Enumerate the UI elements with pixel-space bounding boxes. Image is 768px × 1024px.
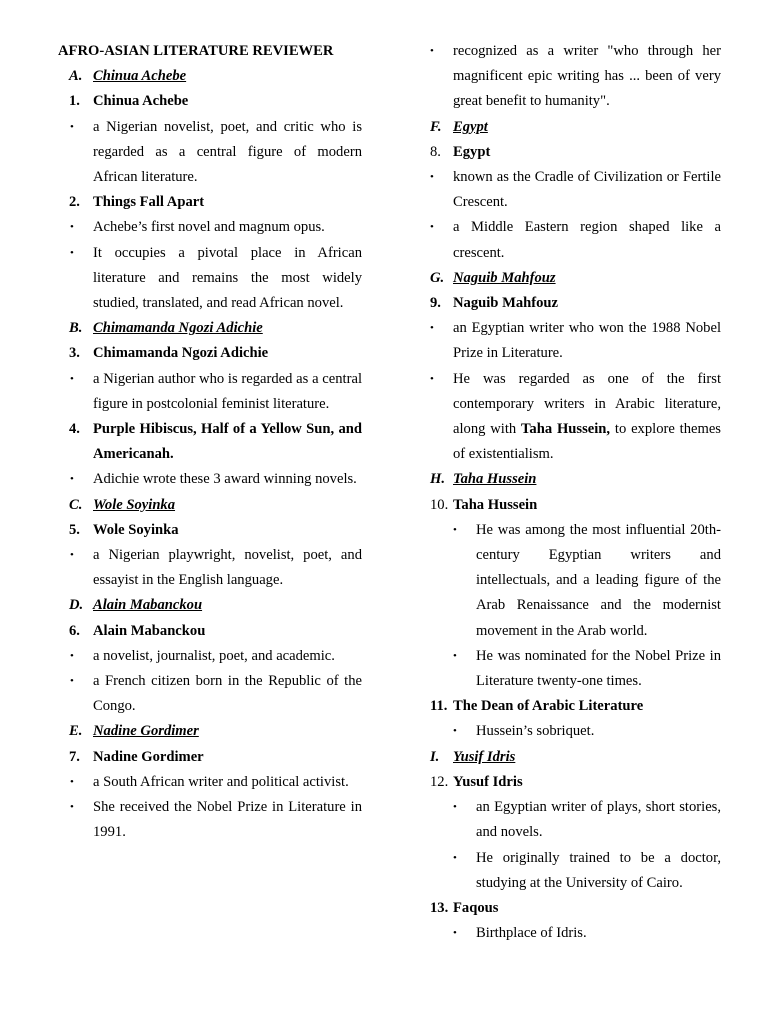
bullet-text-part: He was regarded as one of the first contemporary writers in Arabic literature, along with: [453, 370, 721, 438]
bullet-text: He was among the most influential 20th-century Egyptian writers and intellectuals, and a leading figure of the Arab Renaissance and the modernist movement in the Arab world.: [476, 521, 721, 639]
item-term: Chinua Achebe: [93, 93, 189, 110]
bullet-text: known as the Cradle of Civilization or Fertile Crescent.: [453, 169, 721, 211]
bullet-text: [453, 367, 721, 468]
bullet-icon: •: [453, 851, 457, 864]
item-number: 10.: [430, 496, 449, 513]
item-term: Yusuf Idris: [453, 773, 523, 790]
bullet-icon: •: [453, 801, 457, 814]
numbered-item-5: [58, 518, 362, 543]
item-term: Things Fall Apart: [93, 194, 205, 211]
bullet-item: [58, 215, 362, 240]
right-column: [430, 39, 721, 946]
bullet-icon: •: [453, 649, 457, 662]
bullet-icon: •: [453, 523, 457, 536]
numbered-item-8: [430, 140, 721, 165]
section-title: Yusif Idris: [453, 748, 516, 765]
bullet-item: [58, 467, 362, 492]
bullet-icon: •: [453, 927, 457, 940]
bullet-icon: •: [70, 649, 74, 662]
section-title: Wole Soyinka: [93, 496, 176, 513]
bullet-icon: •: [430, 221, 434, 234]
numbered-item-4: [58, 417, 362, 467]
section-marker: I.: [430, 748, 440, 765]
bullet-text: recognized as a writer "who through her magnificent epic writing has ... been of very great benefit to humanity".: [453, 43, 721, 110]
item-number: 13.: [430, 899, 449, 916]
section-marker: C.: [69, 496, 83, 513]
section-title: Taha Hussein: [453, 471, 537, 488]
item-number: 5.: [69, 521, 80, 538]
bullet-text: a novelist, journalist, poet, and academic.: [93, 647, 335, 664]
section-heading-b: [58, 316, 362, 341]
left-column: [58, 39, 362, 846]
bullet-text: She received the Nobel Prize in Literature in 1991.: [93, 799, 362, 841]
bullet-text: Achebe’s first novel and magnum opus.: [93, 219, 325, 236]
page-title: AFRO-ASIAN LITERATURE REVIEWER: [58, 43, 334, 59]
bullet-item: [430, 215, 721, 265]
bullet-text-part: to explore themes of existentialism.: [453, 421, 721, 463]
section-title: Chinua Achebe: [93, 68, 187, 85]
section-title: Egypt: [453, 118, 488, 135]
item-number: 1.: [69, 93, 80, 110]
bullet-icon: •: [70, 675, 74, 688]
bullet-item: [430, 795, 721, 845]
numbered-item-2: [58, 190, 362, 215]
item-number: 7.: [69, 748, 80, 765]
numbered-item-3: [58, 341, 362, 366]
item-number: 6.: [69, 622, 80, 639]
item-number: 3.: [69, 345, 80, 362]
bullet-icon: •: [70, 221, 74, 234]
section-heading-g: [430, 266, 721, 291]
bullet-item: [58, 795, 362, 845]
bullet-item: [430, 719, 721, 744]
bullet-item: [430, 518, 721, 644]
section-title: Naguib Mahfouz: [453, 269, 556, 286]
item-term: Naguib Mahfouz: [453, 295, 559, 312]
bullet-item: [58, 644, 362, 669]
bullet-item: [430, 316, 721, 366]
bullet-item: [430, 165, 721, 215]
bullet-text: an Egyptian writer who won the 1988 Nobel Prize in Literature.: [453, 320, 721, 362]
numbered-item-1: [58, 89, 362, 114]
numbered-item-12: [430, 770, 721, 795]
bullet-icon: •: [70, 801, 74, 814]
item-term: Faqous: [453, 899, 499, 916]
bullet-text: Hussein’s sobriquet.: [476, 723, 595, 740]
item-number: 9.: [430, 295, 441, 312]
bullet-item: [58, 115, 362, 191]
bullet-text: Birthplace of Idris.: [476, 925, 587, 942]
bullet-text: a Nigerian author who is regarded as a central figure in postcolonial feminist literature.: [93, 370, 362, 412]
section-heading-h: [430, 467, 721, 492]
section-marker: D.: [69, 597, 84, 614]
section-heading-i: [430, 745, 721, 770]
bullet-text: a South African writer and political activist.: [93, 773, 349, 790]
numbered-item-11: [430, 694, 721, 719]
bullet-item: [58, 241, 362, 317]
item-term: Nadine Gordimer: [93, 748, 204, 765]
item-term: Chimamanda Ngozi Adichie: [93, 345, 269, 362]
numbered-item-10: [430, 493, 721, 518]
numbered-item-9: [430, 291, 721, 316]
item-number: 4.: [69, 421, 80, 438]
bullet-item: [430, 644, 721, 694]
bullet-text: a Nigerian playwright, novelist, poet, and essayist in the English language.: [93, 547, 362, 589]
numbered-item-7: [58, 745, 362, 770]
bullet-icon: •: [70, 549, 74, 562]
section-title: Nadine Gordimer: [93, 723, 199, 740]
numbered-item-6: [58, 619, 362, 644]
bullet-icon: •: [430, 45, 434, 57]
bullet-icon: •: [70, 246, 74, 259]
numbered-item-13: [430, 896, 721, 921]
bullet-text: He originally trained to be a doctor, studying at the University of Cairo.: [476, 849, 721, 891]
item-term: Taha Hussein: [453, 496, 538, 513]
bullet-text: He was nominated for the Nobel Prize in Literature twenty-one times.: [476, 647, 721, 690]
bullet-text: Adichie wrote these 3 award winning novels.: [93, 471, 357, 488]
section-marker: H.: [430, 471, 445, 488]
section-marker: E.: [69, 723, 83, 740]
section-heading-c: [58, 493, 362, 518]
item-number: 11.: [430, 698, 448, 715]
bullet-icon: •: [70, 120, 74, 133]
section-marker: G.: [430, 269, 445, 286]
bullet-icon: •: [70, 473, 74, 486]
item-term: The Dean of Arabic Literature: [453, 698, 644, 715]
bullet-item: [58, 669, 362, 719]
section-marker: B.: [69, 320, 83, 337]
bullet-icon: •: [430, 372, 434, 385]
bullet-icon: •: [430, 171, 434, 184]
section-heading-d: [58, 593, 362, 618]
item-term: Wole Soyinka: [93, 521, 179, 538]
bullet-item: [58, 543, 362, 593]
section-heading-e: [58, 719, 362, 744]
section-title: Chimamanda Ngozi Adichie: [93, 320, 263, 337]
bullet-item: [430, 846, 721, 896]
section-marker: A.: [69, 68, 83, 85]
bullet-icon: •: [70, 775, 74, 788]
section-marker: F.: [430, 118, 442, 135]
bullet-item: [58, 770, 362, 795]
item-term: Alain Mabanckou: [93, 622, 206, 639]
bullet-icon: •: [70, 372, 74, 385]
bullet-item: [58, 367, 362, 417]
bullet-text: a French citizen born in the Republic of the Congo.: [93, 673, 362, 715]
bullet-icon: •: [453, 725, 457, 738]
item-term: Purple Hibiscus, Half of a Yellow Sun, and Americanah.: [93, 421, 362, 463]
section-title: Alain Mabanckou: [93, 597, 203, 614]
item-term: Egypt: [453, 143, 491, 160]
bullet-item: [430, 921, 721, 946]
bullet-text: a Nigerian novelist, poet, and critic who is regarded as a central figure of modern African literature.: [93, 118, 362, 186]
item-number: 2.: [69, 194, 80, 211]
bullet-item: [430, 39, 721, 115]
bullet-icon: •: [430, 322, 434, 335]
bullet-text-bold: Taha Hussein,: [521, 421, 611, 438]
section-heading-f: [430, 115, 721, 140]
bullet-text: an Egyptian writer of plays, short stories, and novels.: [476, 799, 721, 841]
bullet-text: a Middle Eastern region shaped like a crescent.: [453, 219, 721, 261]
bullet-text: It occupies a pivotal place in African literature and remains the most widely studied, translated, and read African novel.: [93, 244, 362, 312]
bullet-item: [430, 367, 721, 468]
section-heading-a: [58, 64, 362, 89]
item-number: 12.: [430, 773, 449, 790]
item-number: 8.: [430, 143, 441, 160]
